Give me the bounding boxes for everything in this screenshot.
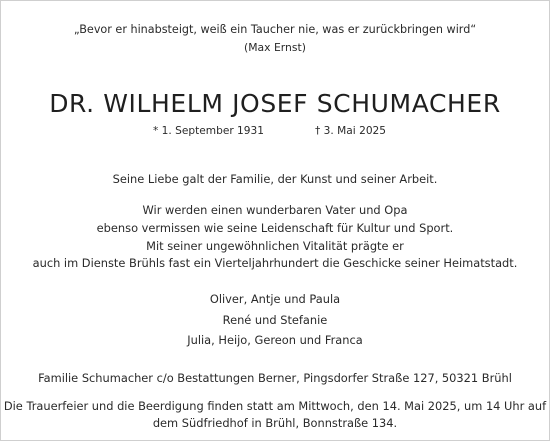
contact-address: Familie Schumacher c/o Bestattungen Berner, Pingsdorfer Straße 127, 50321 Brühl: [38, 371, 512, 385]
family-members: René und Stefanie: [222, 313, 328, 327]
funeral-info: Die Trauerfeier und die Beerdigung finden statt am Mittwoch, den 14. Mai 2025, um 14 Uhr auf: [3, 399, 547, 413]
funeral-info: dem Südfriedhof in Brühl, Bonnstraße 134.: [152, 416, 398, 430]
tribute-line: Seine Liebe galt der Familie, der Kunst und seiner Arbeit.: [112, 172, 438, 186]
life-dates: [1, 124, 549, 138]
epigraph-author: (Max Ernst): [244, 41, 306, 54]
epigraph-quote: „Bevor er hinabsteigt, weiß ein Taucher nie, was er zurückbringen wird“: [73, 23, 477, 36]
birth-date: * 1. September 1931: [153, 125, 265, 137]
tribute-line: Mit seiner ungewöhnlichen Vitalität prägte er: [146, 239, 404, 253]
tribute-line: auch im Dienste Brühls fast ein Vierteljahrhundert die Geschicke seiner Heimatstadt.: [32, 256, 518, 270]
deceased-name: DR. WILHELM JOSEF SCHUMACHER: [49, 89, 501, 118]
family-members: Julia, Heijo, Gereon und Franca: [187, 333, 363, 347]
tribute-line: Wir werden einen wunderbaren Vater und Opa: [142, 203, 408, 217]
family-members: Oliver, Antje und Paula: [209, 292, 341, 306]
tribute-line: ebenso vermissen wie seine Leidenschaft für Kultur und Sport.: [96, 221, 454, 235]
death-date: † 3. Mai 2025: [315, 125, 387, 137]
